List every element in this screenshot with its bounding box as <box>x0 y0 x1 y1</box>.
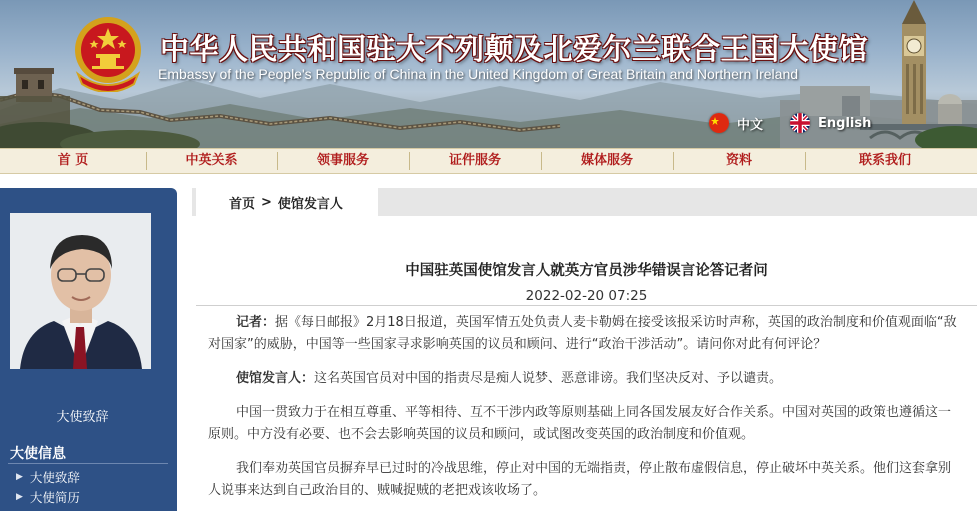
article-date: 2022-02-20 07:25 <box>525 288 648 304</box>
sidebar-item-ambassador-speech[interactable] <box>16 468 80 486</box>
nav-item-consular-services[interactable]: 领事服务 <box>277 149 409 173</box>
sidebar <box>0 188 177 511</box>
article-paragraph <box>208 312 960 356</box>
breadcrumb-separator: > <box>261 194 272 210</box>
site-banner <box>0 0 977 148</box>
arrow-right-icon: ▶ <box>16 472 23 482</box>
paragraph-text: 据《每日邮报》2月18日报道，英国军情五处负责人麦卡勒姆在接受该报采访时声称，英国的政治制度和价值观面临“敌对国家”的威胁，中国等一些国家寻求影响英国的议员和顾问、进行“政治干涉活动”。请问你对此有何评论？ <box>208 315 957 352</box>
sidebar-item-ambassador-resume[interactable] <box>16 488 80 506</box>
national-emblem-icon <box>70 14 146 92</box>
sidebar-item-label: 大使致辞 <box>29 470 80 485</box>
article-divider <box>196 305 977 306</box>
article-title: 中国驻英国使馆发言人就英方官员涉华错误言论答记者问 <box>405 263 768 279</box>
ambassador-info-heading: 大使信息 <box>10 446 66 462</box>
breadcrumb-current-link[interactable]: 使馆发言人 <box>277 196 343 212</box>
nav-item-document-services[interactable]: 证件服务 <box>409 149 541 173</box>
paragraph-text: 中国一贯致力于在相互尊重、平等相待、互不干涉内政等原则基础上同各国发展友好合作关系。中国对英国的政策也遵循这一原则。中方没有必要、也不会去影响英国的议员和顾问，或试图改变英国的政治制度和价值观。 <box>208 405 952 442</box>
arrow-right-icon: ▶ <box>16 492 23 502</box>
paragraph-text: 这名英国官员对中国的指责尽是痴人说梦、恶意诽谤。我们坚决反对、予以谴责。 <box>314 371 783 386</box>
ambassador-portrait[interactable] <box>10 213 151 369</box>
embassy-title-english: Embassy of the People's Republic of China in the United Kingdom of Great Britain and Northern Ireland <box>158 66 799 82</box>
embassy-title-chinese: 中华人民共和国驻大不列颠及北爱尔兰联合王国大使馆 <box>160 32 869 66</box>
sidebar-divider <box>8 463 168 464</box>
language-english-label: English <box>818 115 872 131</box>
paragraph-text: 我们奉劝英国官员摒弃早已过时的冷战思维，停止对中国的无端指责，停止散布虚假信息，停止破坏中英关系。他们这套拿别人说事来达到自己政治目的、贼喊捉贼的老把戏该收场了。 <box>208 461 952 498</box>
nav-item-resources[interactable]: 资料 <box>673 149 805 173</box>
nav-item-china-uk-relations[interactable]: 中英关系 <box>146 149 277 173</box>
nav-item-media-services[interactable]: 媒体服务 <box>541 149 673 173</box>
nav-item-contact-us[interactable]: 联系我们 <box>805 149 965 173</box>
language-english-link[interactable] <box>790 113 871 133</box>
nav-item-home[interactable]: 首 页 <box>57 153 89 168</box>
article-paragraph <box>208 368 960 390</box>
language-chinese-label: 中文 <box>737 117 764 133</box>
speaker-label: 记者： <box>236 315 276 330</box>
article-paragraph <box>208 402 960 446</box>
ambassador-speech-caption-link[interactable]: 大使致辞 <box>56 410 109 425</box>
speaker-label: 使馆发言人： <box>236 371 315 386</box>
china-flag-icon <box>709 113 729 133</box>
breadcrumb-home-link[interactable]: 首页 <box>229 196 256 212</box>
sidebar-item-label: 大使简历 <box>29 490 80 505</box>
breadcrumb <box>196 188 378 216</box>
main-navigation <box>0 148 977 174</box>
language-chinese-link[interactable] <box>709 113 763 133</box>
article-paragraph <box>208 458 960 502</box>
uk-flag-icon <box>790 113 810 133</box>
